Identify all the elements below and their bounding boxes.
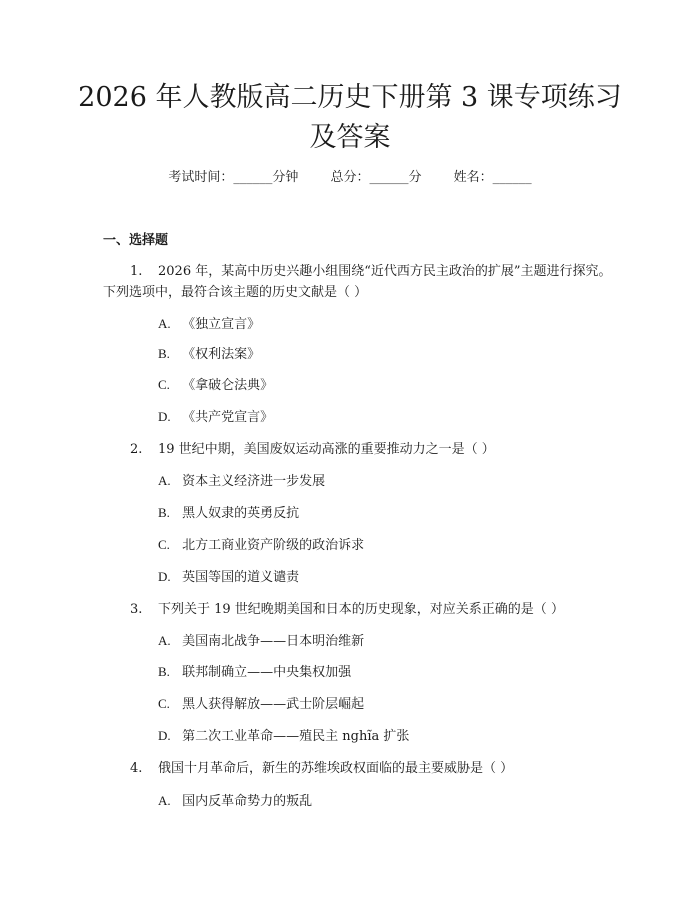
- option-text: 英国等国的道义谴责: [182, 570, 300, 585]
- option-2b: [158, 504, 299, 523]
- option-label: A.: [158, 793, 171, 808]
- question-number: 3.: [130, 602, 143, 617]
- option-label: A.: [158, 633, 171, 648]
- option-text: 《拿破仑法典》: [182, 378, 274, 393]
- question-number: 1.: [130, 264, 143, 279]
- option-text: 联邦制确立——中央集权加强: [182, 665, 352, 680]
- option-3d: [158, 727, 409, 746]
- option-label: B.: [158, 346, 170, 361]
- option-label: A.: [158, 316, 171, 331]
- option-label: B.: [158, 664, 170, 679]
- title-line-1: 2026 年人教版高二历史下册第 3 课专项练习: [78, 82, 622, 113]
- question-stem: 下列关于 19 世纪晚期美国和日本的历史现象，对应关系正确的是（ ）: [158, 602, 564, 617]
- option-text: 黑人获得解放——武士阶层崛起: [182, 697, 365, 712]
- option-3a: [158, 632, 364, 651]
- option-1c: [158, 376, 273, 395]
- option-text: 国内反革命势力的叛乱: [182, 794, 313, 809]
- question-stem: 19 世纪中期，美国废奴运动高涨的重要推动力之一是（ ）: [158, 442, 495, 457]
- total-score: 总分：______分: [330, 170, 422, 185]
- option-text: 《独立宣言》: [182, 317, 261, 332]
- option-text: 《共产党宣言》: [182, 410, 274, 425]
- option-2a: [158, 472, 325, 491]
- option-label: C.: [158, 696, 170, 711]
- option-1b: [158, 345, 260, 364]
- option-label: D.: [158, 409, 171, 424]
- option-text: 第二次工业革命——殖民主 nghĩa 扩张: [182, 729, 410, 744]
- question-number: 2.: [130, 442, 143, 457]
- option-1d: [158, 408, 273, 427]
- option-3b: [158, 663, 351, 682]
- option-label: B.: [158, 505, 170, 520]
- option-label: C.: [158, 377, 170, 392]
- option-label: A.: [158, 473, 171, 488]
- question-3: [103, 599, 613, 620]
- student-name: 姓名：______: [453, 170, 532, 185]
- exam-meta: [0, 169, 700, 187]
- option-label: D.: [158, 728, 171, 743]
- title-line-2: 及答案: [309, 122, 391, 153]
- option-1a: [158, 315, 260, 334]
- question-stem: 俄国十月革命后，新生的苏维埃政权面临的最主要威胁是（ ）: [158, 761, 514, 776]
- exam-time: 考试时间：______分钟: [168, 170, 299, 185]
- option-2c: [158, 536, 364, 555]
- option-label: C.: [158, 537, 170, 552]
- question-stem: 2026 年，某高中历史兴趣小组围绕“近代西方民主政治的扩展”主题进行探究。下列选项中，最符合该主题的历史文献是（ ）: [103, 264, 612, 300]
- option-text: 《权利法案》: [182, 347, 261, 362]
- option-text: 黑人奴隶的英勇反抗: [182, 506, 300, 521]
- option-text: 美国南北战争——日本明治维新: [182, 634, 365, 649]
- option-label: D.: [158, 569, 171, 584]
- question-number: 4.: [130, 761, 143, 776]
- section-title: 一、选择题: [103, 233, 169, 248]
- option-text: 北方工商业资产阶级的政治诉求: [182, 538, 365, 553]
- option-text: 资本主义经济进一步发展: [182, 474, 326, 489]
- option-2d: [158, 568, 299, 587]
- question-1: [103, 261, 613, 303]
- option-4a: [158, 792, 312, 811]
- document-title: [60, 78, 640, 158]
- question-4: [103, 758, 613, 779]
- option-3c: [158, 695, 364, 714]
- question-2: [103, 439, 613, 460]
